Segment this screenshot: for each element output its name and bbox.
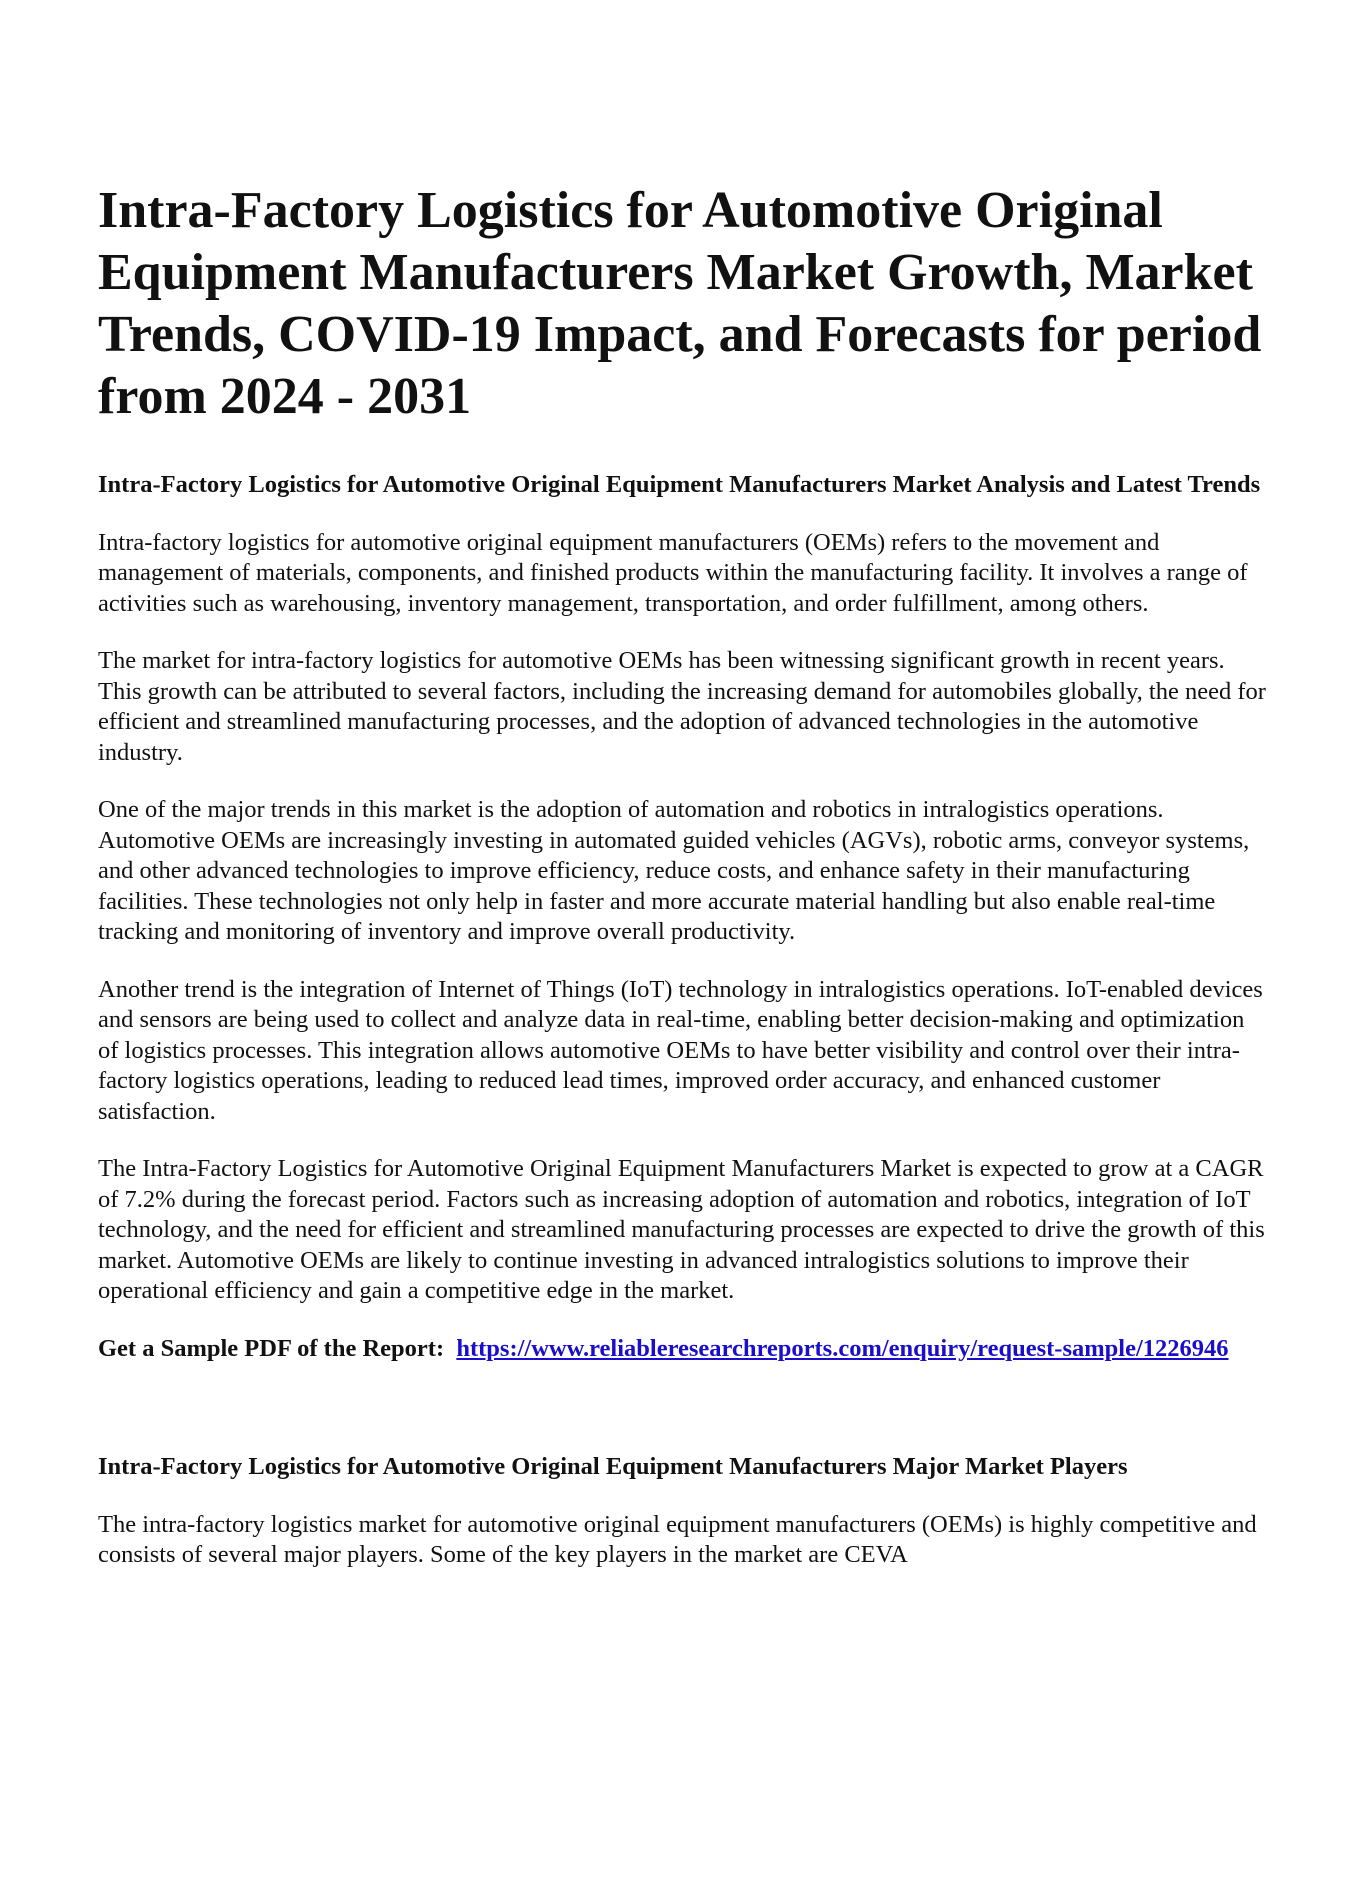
section-spacer (98, 1364, 1268, 1452)
paragraph-definition: Intra-factory logistics for automotive original equipment manufacturers (OEMs) refers to the movement and management of materials, components, and finished products within the manufacturing facility. It involves a range of activities such as warehousing, inventory management, transportation, and order fulfillment, among others. (98, 528, 1248, 617)
sample-pdf-link[interactable]: https://www.reliableresearchreports.com/enquiry/request-sample/1226946 (456, 1334, 1229, 1362)
paragraph-players: The intra-factory logistics market for automotive original equipment manufacturers (OEMs) is highly competitive and consists of several major players. Some of the key players in the market are CEVA (98, 1510, 1257, 1568)
paragraph-cagr: The Intra-Factory Logistics for Automotive Original Equipment Manufacturers Market is expected to grow at a CAGR of 7.2% during the forecast period. Factors such as increasing adoption of automation and robotics, integration of IoT technology, and the need for efficient and streamlined manufacturing processes are expected to drive the growth of this market. Automotive OEMs are likely to continue investing in advanced intralogistics solutions to improve their operational efficiency and gain a competitive edge in the market. (98, 1155, 1265, 1304)
document-page (98, 180, 1268, 1598)
paragraph-automation-trend: One of the major trends in this market is the adoption of automation and robotics in intralogistics operations. Automotive OEMs are increasingly investing in automated guided vehicles (AGVs), robotic arms, conveyor systems, and other advanced technologies to improve efficiency, reduce costs, and enhance safety in their manufacturing facilities. These technologies not only help in faster and more accurate material handling but also enable real-time tracking and monitoring of inventory and improve overall productivity. (98, 796, 1250, 945)
paragraph-iot-trend: Another trend is the integration of Internet of Things (IoT) technology in intralogistics operations. IoT-enabled devices and sensors are being used to collect and analyze data in real-time, enabling better decision-making and optimization of logistics processes. This integration allows automotive OEMs to have better visibility and control over their intra-factory logistics operations, leading to reduced lead times, improved order accuracy, and enhanced customer satisfaction. (98, 975, 1263, 1125)
paragraph-growth: The market for intra-factory logistics for automotive OEMs has been witnessing significant growth in recent years. This growth can be attributed to several factors, including the increasing demand for automobiles globally, the need for efficient and streamlined manufacturing processes, and the adoption of advanced technologies in the automotive industry. (98, 647, 1266, 766)
page-title: Intra-Factory Logistics for Automotive Original Equipment Manufacturers Market Growth, Market Trends, COVID-19 Impact, and Forecasts for period from 2024 - 2031 (98, 182, 1262, 425)
section-heading-analysis: Intra-Factory Logistics for Automotive Original Equipment Manufacturers Market Analysis and Latest Trends (98, 471, 1261, 498)
sample-pdf-line (98, 1334, 1268, 1365)
sample-pdf-label: Get a Sample PDF of the Report: (98, 1334, 445, 1362)
section-heading-players: Intra-Factory Logistics for Automotive Original Equipment Manufacturers Major Market Players (98, 1453, 1128, 1480)
